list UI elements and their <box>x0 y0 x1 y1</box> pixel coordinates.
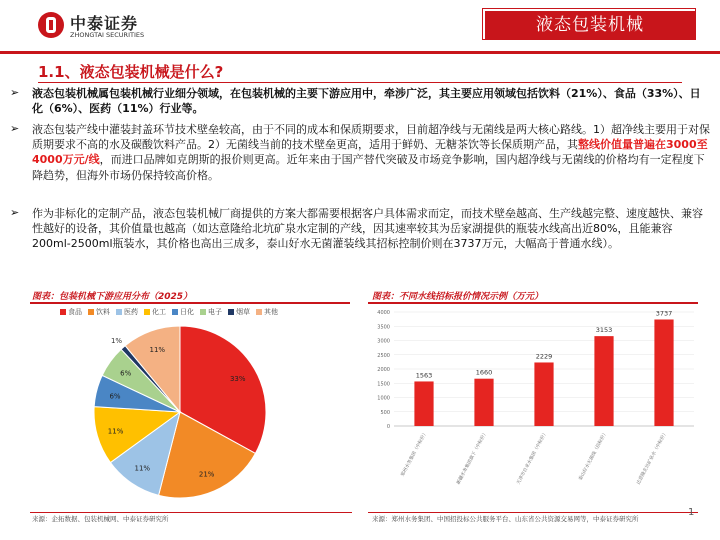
legend-swatch <box>116 309 122 315</box>
pie-slice-label: 33% <box>229 374 246 383</box>
legend-label: 烟草 <box>236 308 250 316</box>
legend-item <box>144 307 166 317</box>
bar <box>654 319 673 426</box>
legend-swatch <box>256 309 262 315</box>
left-chart-caption: 图表：包装机械下游应用分布（2025） <box>32 292 193 302</box>
y-tick-label: 500 <box>380 409 390 416</box>
bullet-arrow-icon: ➢ <box>10 122 20 135</box>
logo-english: ZHONGTAI SECURITIES <box>70 31 145 39</box>
bullet-2-text: 液态包装产线中灌装封盖环节技术壁垒较高，由于不同的成本和保质期要求，目前超净线与无菌线是两大核心路线。1）超净线主要用于对保质期要求不高的水及碳酸饮料产品。2）无菌线当前的技术壁垒更高，适用于鲜奶、无糖茶饮等长保质期产品，其 <box>32 123 710 152</box>
bullet-arrow-icon: ➢ <box>10 206 20 219</box>
legend-item <box>88 307 110 317</box>
x-category-label: 泰山好水无菌线（招标价） <box>578 430 609 482</box>
bullet-paragraph-1 <box>32 86 710 116</box>
legend-label: 化工 <box>152 308 166 316</box>
bullet-paragraph-2 <box>32 122 710 183</box>
bar-data-label: 1660 <box>475 368 493 377</box>
legend-item <box>200 307 222 317</box>
left-footer-rule <box>30 512 352 513</box>
left-source: 来源：企拓数据、包装机械网、中泰证券研究所 <box>32 515 169 523</box>
page-number: 1 <box>688 507 695 518</box>
bullet-2-highlight: 整线价值量普遍在3000至4000万元/线 <box>32 138 708 167</box>
pie-slice-label: 6% <box>120 369 132 378</box>
header-divider <box>0 51 720 54</box>
right-footer-rule <box>368 512 698 513</box>
bar-data-label: 3153 <box>595 326 613 335</box>
right-source: 来源：郑州水务集团、中国招投标公共服务平台、山东省公共资源交易网等，中泰证券研究所 <box>372 515 639 523</box>
y-tick-label: 3500 <box>377 324 390 331</box>
legend-label: 其他 <box>264 308 278 316</box>
legend-label: 日化 <box>180 308 194 316</box>
bar <box>414 381 433 426</box>
pie-legend <box>60 307 278 317</box>
pie-slice-label: 11% <box>134 464 151 473</box>
bar-data-label: 1563 <box>415 371 433 380</box>
pie-slice-label: 6% <box>109 392 121 401</box>
bullet-arrow-icon: ➢ <box>10 86 20 99</box>
x-category-label: 达意隆北坑矿泉水（中标价） <box>636 430 669 486</box>
y-tick-label: 0 <box>386 424 390 430</box>
bar-data-label: 2229 <box>535 352 553 361</box>
legend-item <box>60 307 82 317</box>
bar <box>474 379 493 426</box>
legend-label: 食品 <box>68 308 82 316</box>
legend-item <box>116 307 138 317</box>
legend-item <box>172 307 194 317</box>
legend-swatch <box>144 309 150 315</box>
slide-title: 液态包装机械 <box>485 11 695 39</box>
logo-icon <box>38 12 64 38</box>
legend-label: 医药 <box>124 308 138 316</box>
x-category-label: 郑州水务集团（中标价） <box>400 430 429 478</box>
section-title: 1.1、液态包装机械是什么? <box>38 63 224 81</box>
y-tick-label: 2500 <box>377 352 390 359</box>
bar-chart <box>368 304 700 512</box>
pie-slice-label: 11% <box>107 427 124 436</box>
bullet-2-text-end: ，而进口品牌如克朗斯的报价则更高。近年来由于国产替代突破及市场竞争影响，国内超净线与无菌线的价格均有一定程度下降趋势，但海外市场仍保持较高价格。 <box>32 153 705 182</box>
legend-swatch <box>228 309 234 315</box>
y-tick-label: 1500 <box>377 381 390 388</box>
bar <box>534 362 553 426</box>
legend-swatch <box>172 309 178 315</box>
right-chart-caption: 图表：不同水线招标报价情况示例（万元） <box>372 292 544 302</box>
pie-slice-label: 1% <box>110 336 123 345</box>
bar <box>594 336 613 426</box>
bullet-paragraph-3 <box>32 206 710 252</box>
x-category-label: 新疆水务集团旗下（中标价） <box>456 430 489 486</box>
logo-text: 中泰证券 <box>70 14 139 33</box>
section-divider <box>38 82 682 83</box>
legend-item <box>228 307 250 317</box>
pie-chart <box>40 318 340 508</box>
bullet-3-text: 作为非标化的定制产品，液态包装机械厂商提供的方案大都需要根据客户具体需求而定，而技术壁垒越高、生产线越完整、速度越快、兼容性越好的设备，其价值量也越高（如达意隆给北坑矿泉水定制的产线，因其速率较其为岳家湖提供的瓶装水线高出近80%，且能兼容200ml-2500ml瓶装水，其价格也高出三成多，泰山好水无菌灌装线其招标控制价则在3737万元，大幅高于普通水线）。 <box>32 207 703 251</box>
pie-slice-label: 11% <box>149 345 166 354</box>
legend-label: 电子 <box>208 308 222 316</box>
x-category-label: 天津市自来水集团（中标价） <box>516 430 549 486</box>
company-logo <box>38 10 158 44</box>
pie-slice-label: 21% <box>198 470 215 479</box>
y-tick-label: 1000 <box>377 395 390 402</box>
bullet-1-text: 液态包装机械属包装机械行业细分领域，在包装机械的主要下游应用中，牵涉广泛，其主要应用领域包括饮料（21%）、食品（33%）、日化（6%）、医药（11%）行业等。 <box>32 87 701 116</box>
bar-data-label: 3737 <box>655 309 673 318</box>
legend-item <box>256 307 278 317</box>
y-tick-label: 2000 <box>377 367 390 373</box>
legend-swatch <box>88 309 94 315</box>
legend-label: 饮料 <box>96 308 110 316</box>
legend-swatch <box>200 309 206 315</box>
y-tick-label: 3000 <box>377 338 390 345</box>
y-tick-label: 4000 <box>377 310 390 316</box>
legend-swatch <box>60 309 66 315</box>
